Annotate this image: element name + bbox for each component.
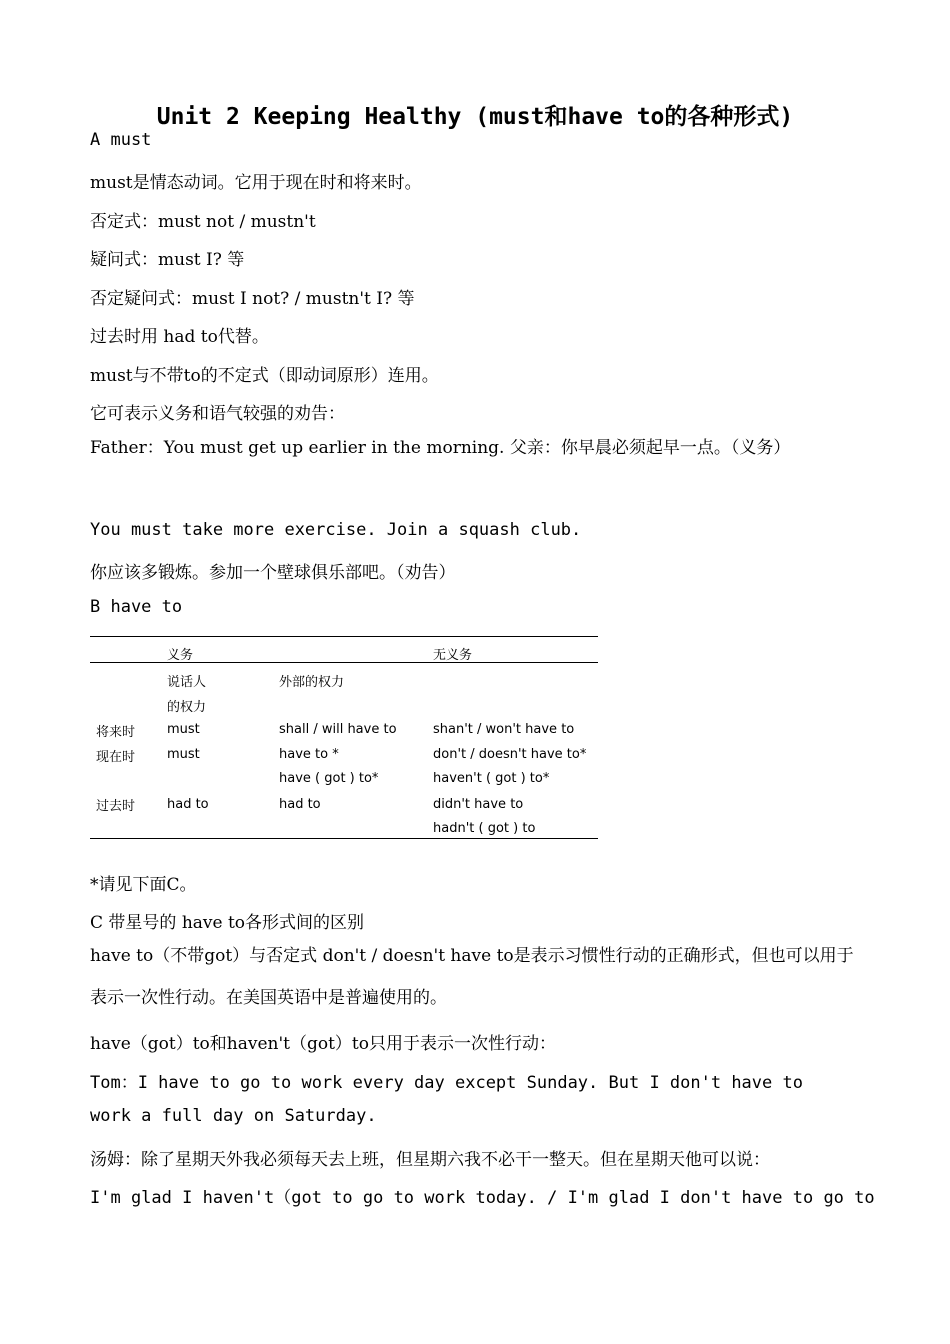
cell-present-external-1: have to *	[279, 747, 339, 762]
subheader-speaker: 说话人	[167, 675, 207, 690]
example-sentence: Father：You must get up earlier in the morning. 父亲：你早晨必须起早一点。（义务）	[90, 438, 791, 458]
footnote: *请见下面C。	[90, 875, 197, 895]
row-label-future: 将来时	[96, 725, 136, 740]
paragraph: 疑问式：must I? 等	[90, 250, 245, 270]
example-sentence: You must take more exercise. Join a squash club.	[90, 520, 582, 540]
cell-present-none-1: don't / doesn't have to*	[433, 747, 587, 762]
cell-present-speaker: must	[167, 747, 200, 762]
cell-present-none-2: haven't ( got ) to*	[433, 771, 550, 786]
section-c-heading: C 带星号的 have to各形式间的区别	[90, 913, 365, 933]
example-sentence: work a full day on Saturday.	[90, 1106, 377, 1126]
cell-past-external: had to	[279, 797, 321, 812]
row-label-past: 过去时	[96, 799, 136, 814]
header-obligation: 义务	[167, 648, 194, 663]
example-translation: 你应该多锻炼。参加一个壁球俱乐部吧。（劝告）	[90, 563, 456, 583]
paragraph: have to（不带got）与否定式 don't / doesn't have to是表示习惯性行动的正确形式，但也可以用于表示一次性行动。在美国英语中是普遍使用的。	[90, 946, 854, 1008]
paragraph: have（got）to和haven't（got）to只用于表示一次性行动：	[90, 1034, 556, 1054]
table-bottom-rule	[90, 838, 598, 839]
page-title: Unit 2 Keeping Healthy (must和have to的各种形式)	[156, 104, 794, 130]
paragraph: 它可表示义务和语气较强的劝告：	[90, 404, 345, 424]
subheader-speaker-2: 的权力	[167, 700, 207, 715]
cell-past-none-2: hadn't ( got ) to	[433, 821, 536, 836]
cell-past-none-1: didn't have to	[433, 797, 524, 812]
cell-past-speaker: had to	[167, 797, 209, 812]
paragraph: 否定疑问式：must I not? / mustn't I? 等	[90, 289, 415, 309]
subheader-external: 外部的权力	[279, 675, 345, 690]
example-translation: 汤姆：除了星期天外我必须每天去上班，但星期六我不必干一整天。但在星期天他可以说：	[90, 1150, 770, 1170]
cell-future-external: shall / will have to	[279, 722, 397, 737]
row-label-present: 现在时	[96, 750, 136, 765]
header-no-obligation: 无义务	[433, 648, 473, 663]
paragraph: 过去时用 had to代替。	[90, 327, 269, 347]
example-sentence: I'm glad I haven't（got to go to work today. / I'm glad I don't have to go to	[90, 1188, 875, 1208]
section-b-heading: B have to	[90, 597, 183, 617]
paragraph: must是情态动词。它用于现在时和将来时。	[90, 173, 422, 193]
paragraph: 否定式：must not / mustn't	[90, 212, 316, 232]
section-a-heading: A must	[90, 130, 152, 150]
paragraph: must与不带to的不定式（即动词原形）连用。	[90, 366, 439, 386]
cell-present-external-2: have ( got ) to*	[279, 771, 379, 786]
cell-future-none: shan't / won't have to	[433, 722, 575, 737]
example-sentence: Tom：I have to go to work every day except Sunday. But I don't have to	[90, 1073, 803, 1093]
cell-future-speaker: must	[167, 722, 200, 737]
table-top-rule	[90, 636, 598, 637]
